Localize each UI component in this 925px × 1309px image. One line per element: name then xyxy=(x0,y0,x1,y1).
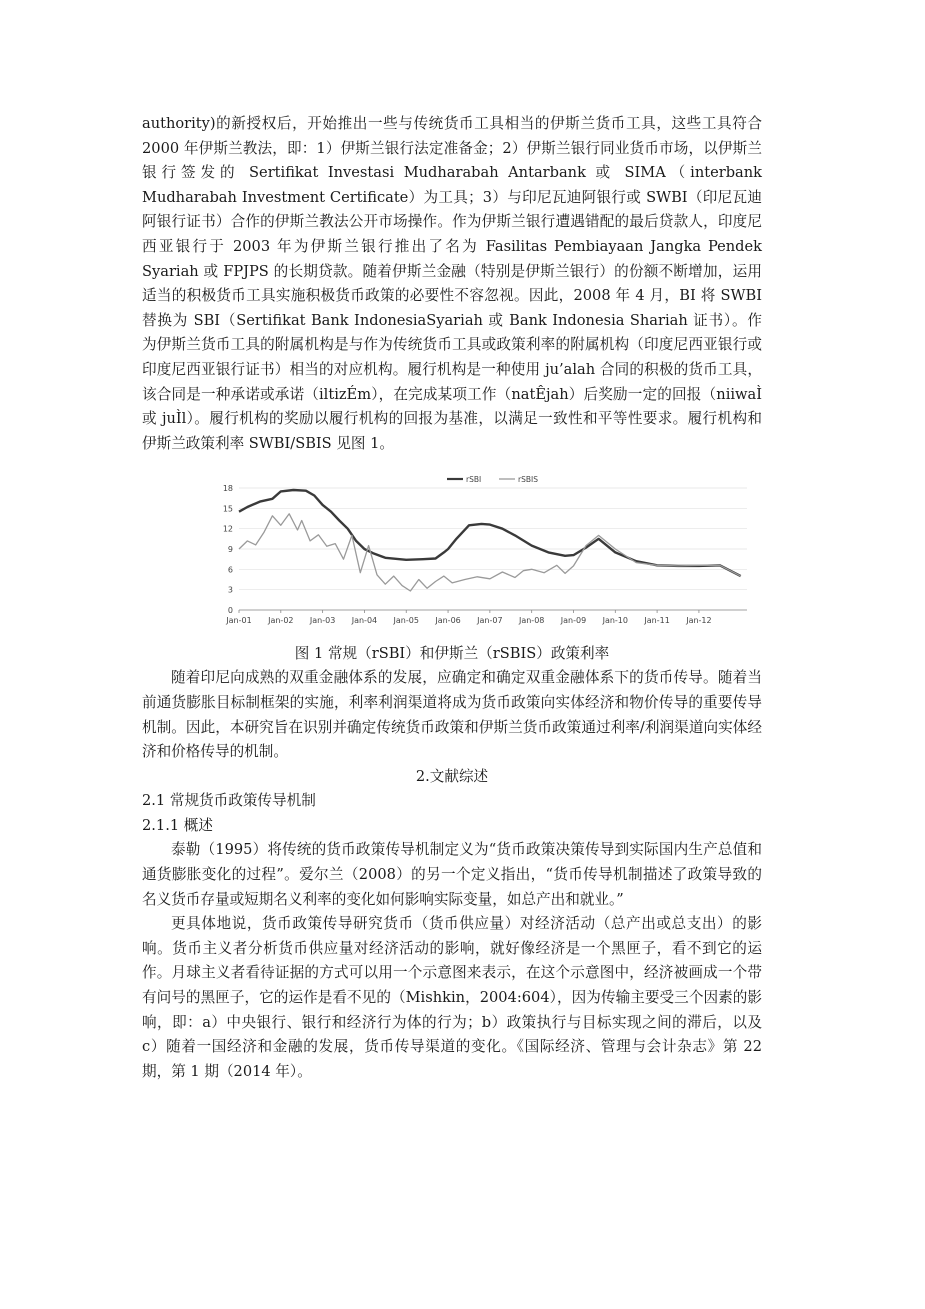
y-tick-label: 6 xyxy=(227,565,233,575)
y-tick-label: 15 xyxy=(222,504,233,514)
x-tick-label: Jan-03 xyxy=(309,616,336,626)
x-tick-label: Jan-12 xyxy=(686,616,712,626)
section-heading-2-1-1: 2.1.1 概述 xyxy=(142,816,213,834)
body-paragraph-2: 随着印尼向成熟的双重金融体系的发展，应确定和确定双重金融体系下的货币传导。随着当前通货膨胀目标制框架的实施，利率利润渠道将成为货币政策向实体经济和物价传导的重要传导机制。因此，本研究旨在识别并确定传统货币政策和伊斯兰货币政策通过利率/利润渠道向实体经济和价格传导的机制。 xyxy=(142,669,762,761)
x-tick-label: Jan-01 xyxy=(226,616,252,626)
body-paragraph-1: authority)的新授权后，开始推出一些与传统货币工具相当的伊斯兰货币工具，这些工具符合 2000 年伊斯兰教法，即：1）伊斯兰银行法定准备金；2）伊斯兰银行同业货币市场，以伊斯兰银行签发的 Sertifikat Investasi Mudharabah Antarbank 或 SIMA（interbank Mudharabah Investment Certificate）为工具；3）与印尼瓦迪阿银行或 SWBI（印尼瓦迪阿银行证书）合作的伊斯兰教法公开市场操作。作为伊斯兰银行遭遇错配的最后贷款人，印度尼西亚银行于 2003 年为伊斯兰银行推出了名为 Fasilitas Pembiayaan Jangka Pendek Syariah 或 FPJPS 的长期贷款。随着伊斯兰金融（特别是伊斯兰银行）的份额不断增加，运用适当的积极货币工具实施积极货币政策的必要性不容忽视。因此，2008 年 4 月，BI 将 SWBI 替换为 SBI（Sertifikat Bank IndonesiaSyariah 或 Bank Indonesia Shariah 证书）。作为伊斯兰货币工具的附属机构是与作为传统货币工具或政策利率的附属机构（印度尼西亚银行或印度尼西亚银行证书）相当的对应机构。履行机构是一种使用 ju’alah 合同的积极的货币工具，该合同是一种承诺或承诺（iltizÉm），在完成某项工作（natÊjah）后奖励一定的回报（niiwaÌ 或 juÌl）。履行机构的奖励以履行机构的回报为基准，以满足一致性和平等性要求。履行机构和伊斯兰政策利率 SWBI/SBIS 见图 1。 xyxy=(142,115,762,452)
policy-rate-chart xyxy=(211,470,755,630)
body-paragraph-3: 泰勒（1995）将传统的货币政策传导机制定义为“货币政策决策传导到实际国内生产总值和通货膨胀变化的过程”。爱尔兰（2008）的另一个定义指出，“货币传导机制描述了政策导致的名义货币存量或短期名义利率的变化如何影响实际变量，如总产出和就业。” xyxy=(142,841,762,908)
figure-1 xyxy=(211,470,755,630)
section-heading-2-1: 2.1 常规货币政策传导机制 xyxy=(142,792,316,810)
x-tick-label: Jan-10 xyxy=(602,616,628,626)
y-tick-label: 3 xyxy=(227,585,233,595)
x-tick-label: Jan-02 xyxy=(268,616,294,626)
x-tick-label: Jan-06 xyxy=(435,616,461,626)
figure-caption: 图 1 常规（rSBI）和伊斯兰（rSBIS）政策利率 xyxy=(294,645,610,663)
x-tick-label: Jan-04 xyxy=(351,616,378,626)
y-tick-label: 12 xyxy=(222,524,233,534)
y-tick-label: 18 xyxy=(222,484,233,494)
x-tick-label: Jan-05 xyxy=(393,616,419,626)
x-tick-label: Jan-07 xyxy=(477,616,503,626)
legend-label-rsbi: rSBI xyxy=(466,475,482,485)
x-tick-label: Jan-11 xyxy=(644,616,670,626)
legend-label-rsbis: rSBIS xyxy=(518,475,538,485)
body-paragraph-4: 更具体地说，货币政策传导研究货币（货币供应量）对经济活动（总产出或总支出）的影响。货币主义者分析货币供应量对经济活动的影响，就好像经济是一个黑匣子，看不到它的运作。月球主义者看待证据的方式可以用一个示意图来表示，在这个示意图中，经济被画成一个带有问号的黑匣子，它的运作是看不见的（Mishkin，2004:604），因为传输主要受三个因素的影响，即：a）中央银行、银行和经济行为体的行为；b）政策执行与目标实现之间的滞后，以及 c）随着一国经济和金融的发展，货币传导渠道的变化。《国际经济、管理与会计杂志》第 22 期，第 1 期（2014 年）。 xyxy=(142,915,762,1080)
y-tick-label: 9 xyxy=(227,545,233,555)
y-tick-label: 0 xyxy=(227,606,233,616)
x-tick-label: Jan-08 xyxy=(518,616,545,626)
section-heading-2: 2.文献综述 xyxy=(415,767,489,785)
page-content xyxy=(142,112,762,1084)
x-tick-label: Jan-09 xyxy=(560,616,587,626)
chart-background xyxy=(211,470,755,630)
